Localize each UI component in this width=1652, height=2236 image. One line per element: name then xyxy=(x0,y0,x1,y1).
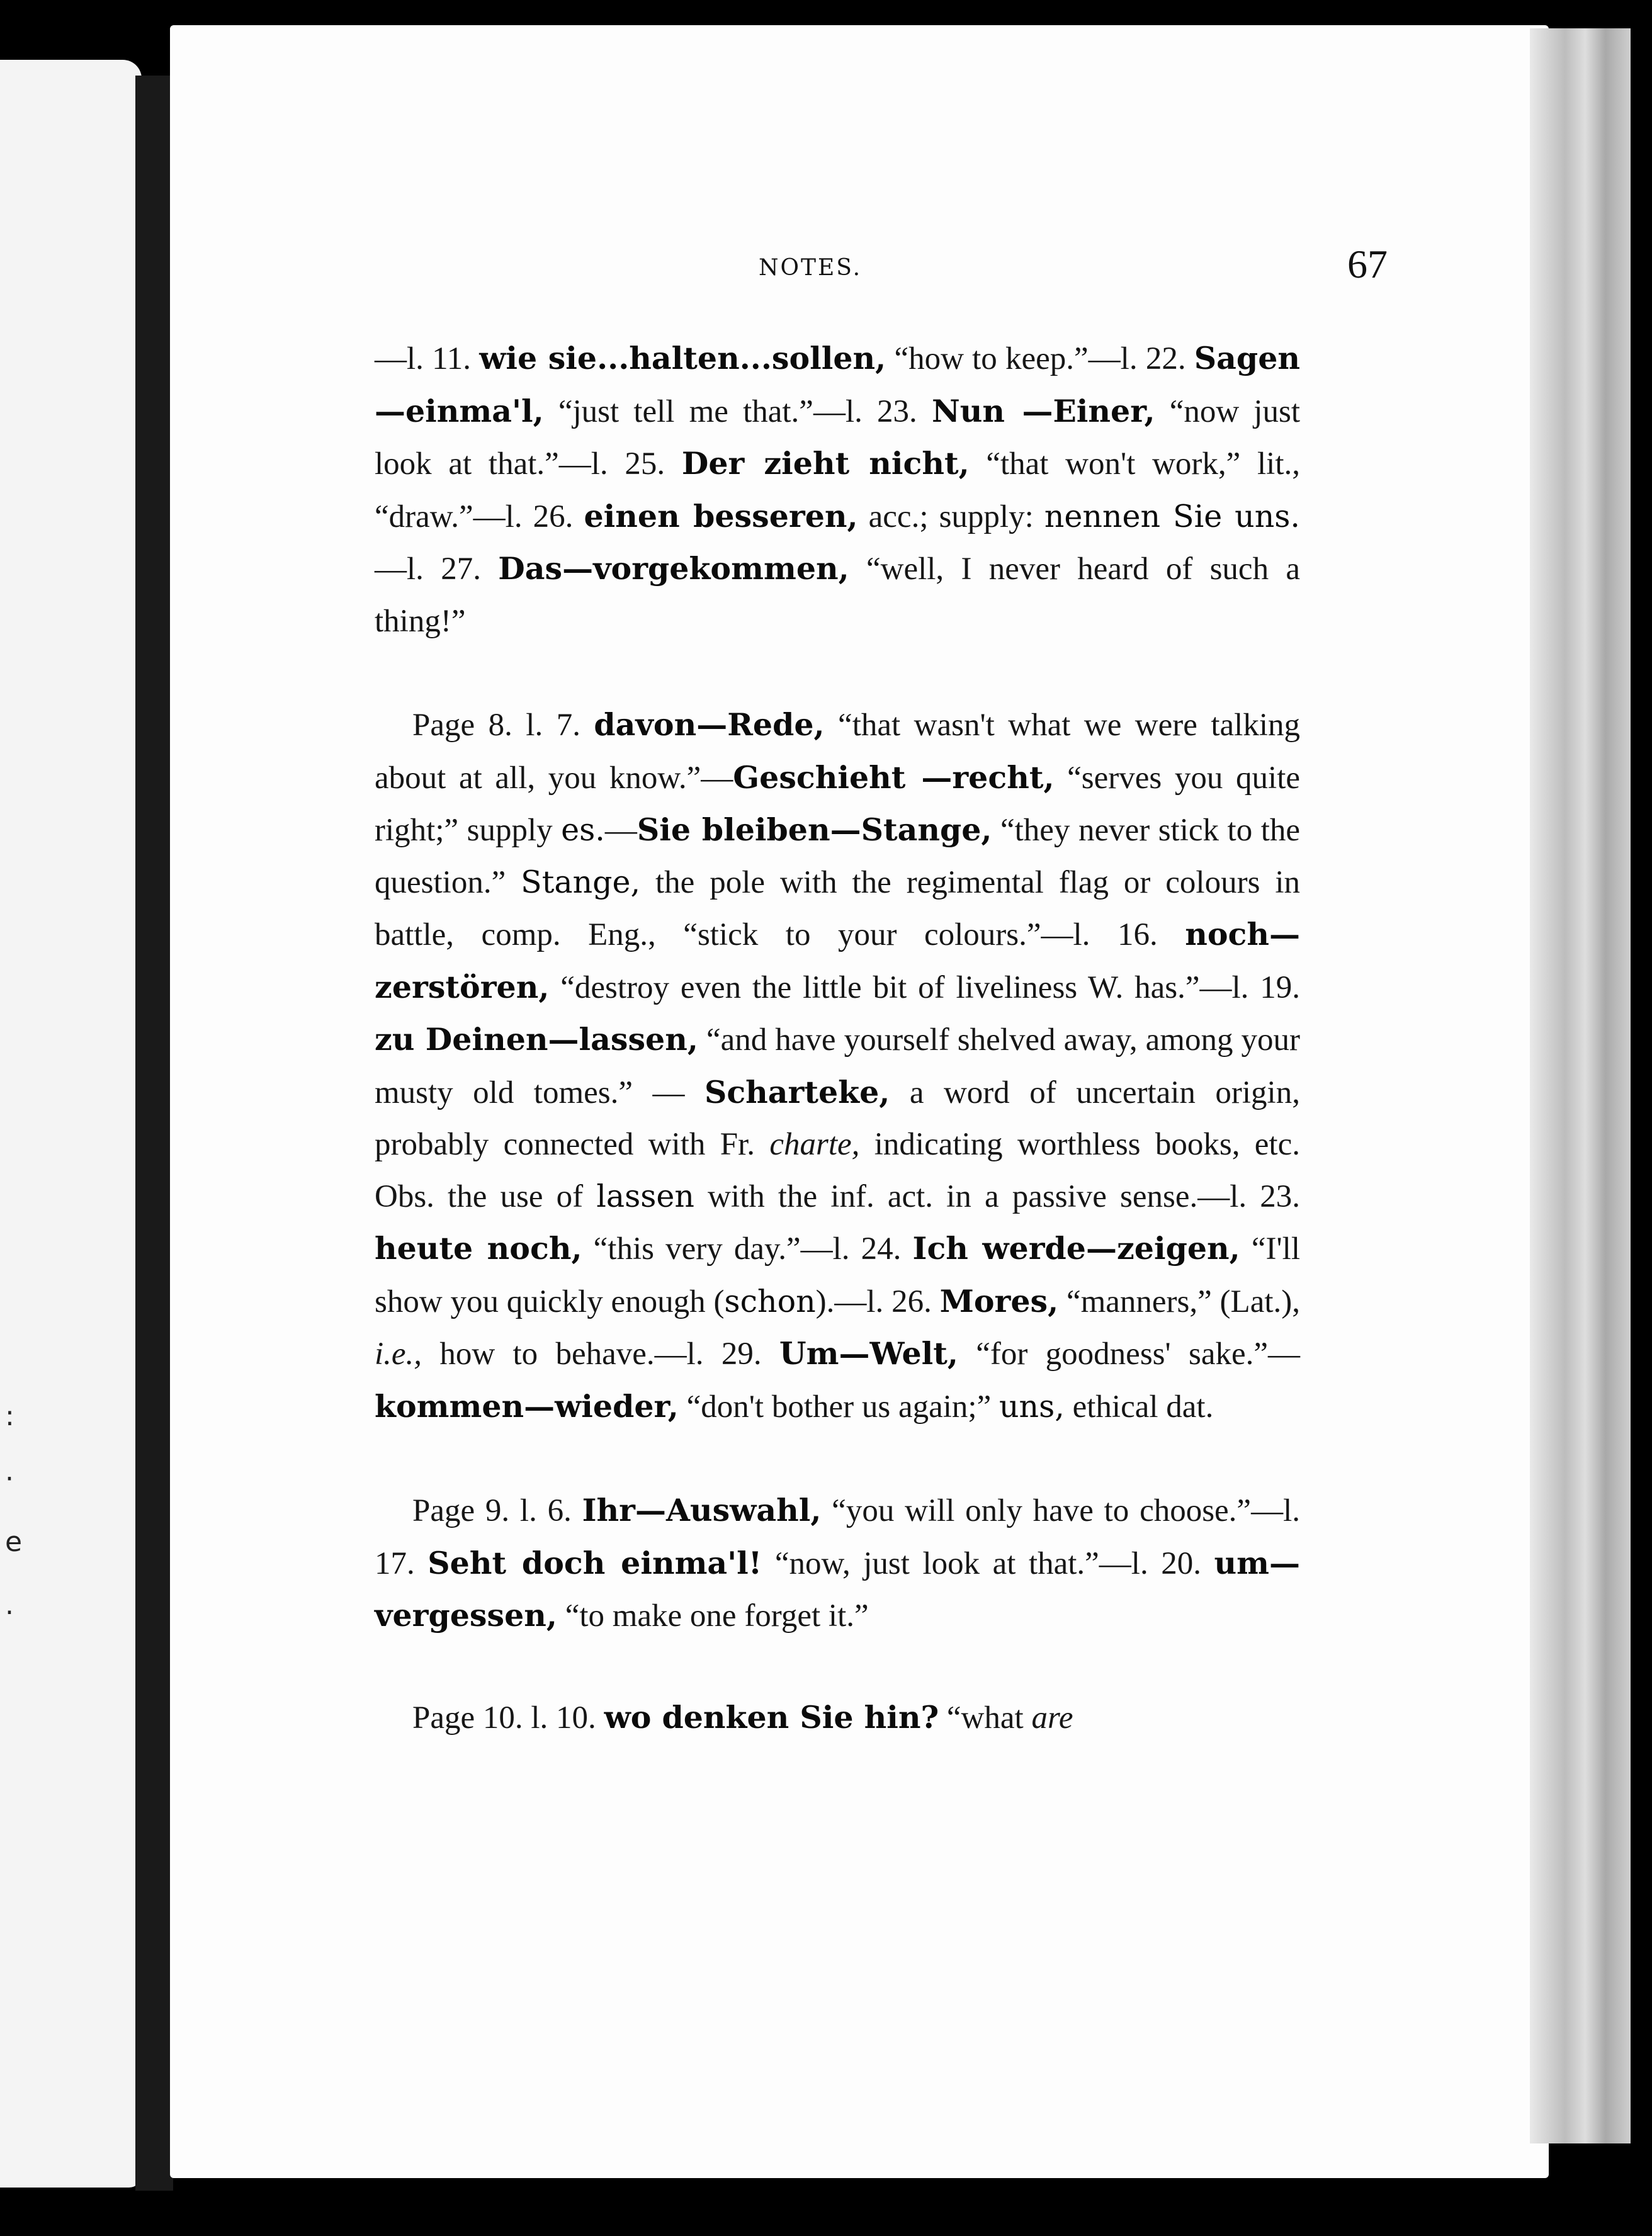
german-term: wie sie...halten...sollen, xyxy=(479,340,886,376)
notes-body xyxy=(375,332,1300,1744)
note-text: “that won't work,” lit., “draw.”—l. 26. xyxy=(375,446,1300,534)
note-text: “manners,” (Lat.), xyxy=(1058,1284,1300,1319)
note-text: —l. 11. xyxy=(375,341,480,376)
note-text: Page 8. l. 7. xyxy=(412,708,594,743)
note-text: with the inf. act. in a passive sense.—l. 23. xyxy=(694,1178,1300,1214)
note-text: how to behave.—l. 29. xyxy=(422,1336,779,1372)
german-term: Das—vorgekommen, xyxy=(498,550,849,587)
note-text: “to make one forget it.” xyxy=(557,1598,869,1634)
german-term: wo denken Sie hin? xyxy=(604,1698,939,1736)
book-gutter xyxy=(135,76,173,2191)
german-term: um—vergessen, xyxy=(375,1544,1300,1634)
german-word: es. xyxy=(561,812,605,848)
german-term: Mores, xyxy=(939,1282,1059,1319)
german-term: Um—Welt, xyxy=(779,1335,958,1372)
note-text: “don't bother us again;” xyxy=(678,1389,999,1425)
german-term: einen besseren, xyxy=(584,497,858,534)
page-number: 67 xyxy=(1347,242,1388,286)
german-word: lassen xyxy=(596,1178,694,1214)
note-text: ).—l. 26. xyxy=(815,1284,940,1319)
note-text: “destroy even the little bit of liveliness W. has.”—l. 19. xyxy=(549,969,1300,1005)
note-text: acc.; supply: xyxy=(857,499,1044,534)
german-term: kommen—wieder, xyxy=(375,1387,679,1425)
note-text: “I'll show you quickly enough ( xyxy=(375,1231,1301,1319)
german-word: nennen Sie uns. xyxy=(1044,498,1300,534)
note-text: —l. 27. xyxy=(375,551,499,587)
note-text: the pole with the regimental flag or colours in battle, comp. Eng., “stick to your colours.”—l. 16. xyxy=(375,864,1300,952)
note-text: Page 9. l. 6. xyxy=(412,1493,582,1528)
italic-text: are xyxy=(1031,1700,1073,1736)
german-word: Stange, xyxy=(521,864,641,900)
note-text: “that wasn't what we were talking about at all, you know.”— xyxy=(375,708,1300,796)
german-term: Seht doch einma'l! xyxy=(427,1544,762,1581)
german-term: Geschieht —recht, xyxy=(733,759,1055,796)
note-paragraph xyxy=(375,332,1300,647)
german-term: Nun —Einer, xyxy=(931,392,1155,429)
german-word: uns, xyxy=(999,1388,1065,1425)
note-text: a word of uncertain origin, probably connected with Fr. xyxy=(375,1075,1300,1162)
note-text: indicating worthless books, etc. Obs. the use of xyxy=(375,1127,1300,1214)
note-text: “and have yourself shelved away, among your musty old tomes.” — xyxy=(375,1022,1300,1110)
note-text: “now, just look at that.”—l. 20. xyxy=(762,1545,1214,1581)
note-text: ethical dat. xyxy=(1064,1389,1214,1425)
running-head: NOTES. xyxy=(759,255,863,281)
german-word: schon xyxy=(724,1283,816,1319)
note-paragraph xyxy=(375,1484,1300,1642)
german-term: Sie bleiben—Stange, xyxy=(636,811,992,848)
italic-text: i.e., xyxy=(375,1336,422,1372)
note-text: “you will only have to choose.”—l. 17. xyxy=(375,1493,1300,1581)
page-edges xyxy=(1530,28,1631,2143)
note-text: “now just look at that.”—l. 25. xyxy=(375,393,1300,482)
german-term: Scharteke, xyxy=(704,1073,890,1110)
german-term: Sagen—einma'l, xyxy=(375,340,1300,429)
note-text: “for goodness' sake.”— xyxy=(958,1336,1300,1372)
german-term: Der zieht nicht, xyxy=(681,445,970,482)
german-term: noch—zerstören, xyxy=(375,916,1300,1005)
note-text: “they never stick to the question.” xyxy=(375,813,1300,900)
facing-page xyxy=(0,60,142,2188)
note-text: “this very day.”—l. 24. xyxy=(582,1231,913,1267)
italic-text: charte, xyxy=(769,1127,860,1162)
note-text: “serves you quite right;” supply xyxy=(375,760,1300,848)
german-term: zu Deinen—lassen, xyxy=(375,1021,698,1058)
german-term: Ihr—Auswahl, xyxy=(582,1492,822,1528)
note-text: “well, I never heard of such a thing!” xyxy=(375,551,1300,639)
note-text: — xyxy=(604,813,637,848)
note-paragraph xyxy=(375,1691,1300,1744)
note-text: “just tell me that.”—l. 23. xyxy=(543,393,932,429)
note-text: “how to keep.”—l. 22. xyxy=(886,341,1194,376)
german-term: davon—Rede, xyxy=(594,706,825,743)
note-text: Page 10. l. 10. xyxy=(412,1700,604,1736)
note-text: “what xyxy=(939,1700,1032,1736)
facing-page-margin-marks: : · e . xyxy=(5,1400,23,1621)
note-paragraph xyxy=(375,699,1300,1433)
page-header xyxy=(384,236,1388,293)
german-term: heute noch, xyxy=(375,1230,582,1267)
german-term: Ich werde—zeigen, xyxy=(912,1230,1240,1267)
